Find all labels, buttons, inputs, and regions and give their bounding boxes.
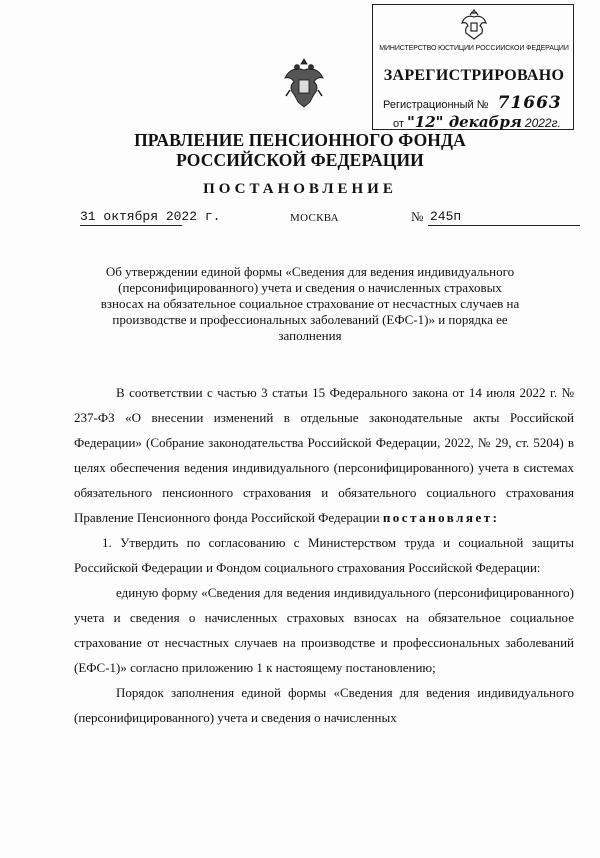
stamp-date-handwritten: "12" декабря <box>406 113 522 131</box>
document-type: ПОСТАНОВЛЕНИЕ <box>203 181 397 197</box>
stamp-eagle-emblem-icon <box>459 9 489 43</box>
coat-of-arms-eagle-icon <box>282 58 326 110</box>
registration-stamp <box>372 4 574 130</box>
stamp-ministry-text: МИНИСТЕРСТВО ЮСТИЦИИ РОССИЙСКОЙ ФЕДЕРАЦИИ <box>379 45 569 52</box>
stamp-reg-number <box>383 93 573 113</box>
document-subject: Об утверждении единой формы «Сведения для ведения индивидуального (персонифицированного) учета и сведения о начисленных страховых взносах на обязательное социальное страхование от несчастных случаев на производстве и профессиональных заболеваний (ЕФС-1)» и порядка ее заполнения <box>100 264 520 343</box>
organization-title-line2: РОССИЙСКОЙ ФЕДЕРАЦИИ <box>176 150 424 170</box>
organization-title-line1: ПРАВЛЕНИЕ ПЕНСИОННОГО ФОНДА <box>134 130 466 150</box>
item1-order-paragraph: Порядок заполнения единой формы «Сведения для ведения индивидуального (персонифицированного) учета и сведения о начисленных <box>74 685 574 725</box>
document-date: 31 октября 2022 г. <box>80 209 221 224</box>
stamp-reg-number-label: Регистрационный № <box>383 99 489 111</box>
document-city: МОСКВА <box>290 212 339 224</box>
preamble-text: В соответствии с частью 3 статьи 15 Федерального закона от 14 июля 2022 г. № 237-ФЗ «О внесении изменений в отдельные законодательные акты Российской Федерации» (Собрание законодательства Российской Федерации, 2022, № 29, ст. 5204) в целях обеспечения ведения индивидуального (персонифицированного) учета в системах обязательного пенсионного страхования и обязательного социального страхования Правление Пенсионного фонда Российской Федерации <box>74 385 574 525</box>
number-underline <box>428 225 580 226</box>
stamp-date-year: 2022г. <box>524 116 561 130</box>
stamp-date <box>393 113 573 131</box>
stamp-date-prefix: от <box>393 118 404 130</box>
document-number-label: № <box>411 209 424 224</box>
date-underline <box>80 225 182 226</box>
item1-paragraph: 1. Утвердить по согласованию с Министерством труда и социальной защиты Российской Федерации и Фондом социального страхования Российской Федерации: <box>74 535 574 575</box>
resolves-text: постановляет: <box>382 510 500 525</box>
stamp-registered-text: ЗАРЕГИСТРИРОВАНО <box>383 67 565 84</box>
stamp-reg-number-value: 71663 <box>497 93 562 113</box>
item1-form-paragraph: единую форму «Сведения для ведения индивидуального (персонифицированного) учета и сведения о начисленных страховых взносах на обязательное социальное страхование от несчастных случаев на производстве и профессиональных заболеваний (ЕФС-1)» согласно приложению 1 к настоящему постановлению; <box>74 585 574 675</box>
organization-title <box>0 130 600 170</box>
document-body <box>74 380 574 730</box>
preamble-paragraph <box>74 380 574 530</box>
document-number: 245п <box>430 209 462 224</box>
